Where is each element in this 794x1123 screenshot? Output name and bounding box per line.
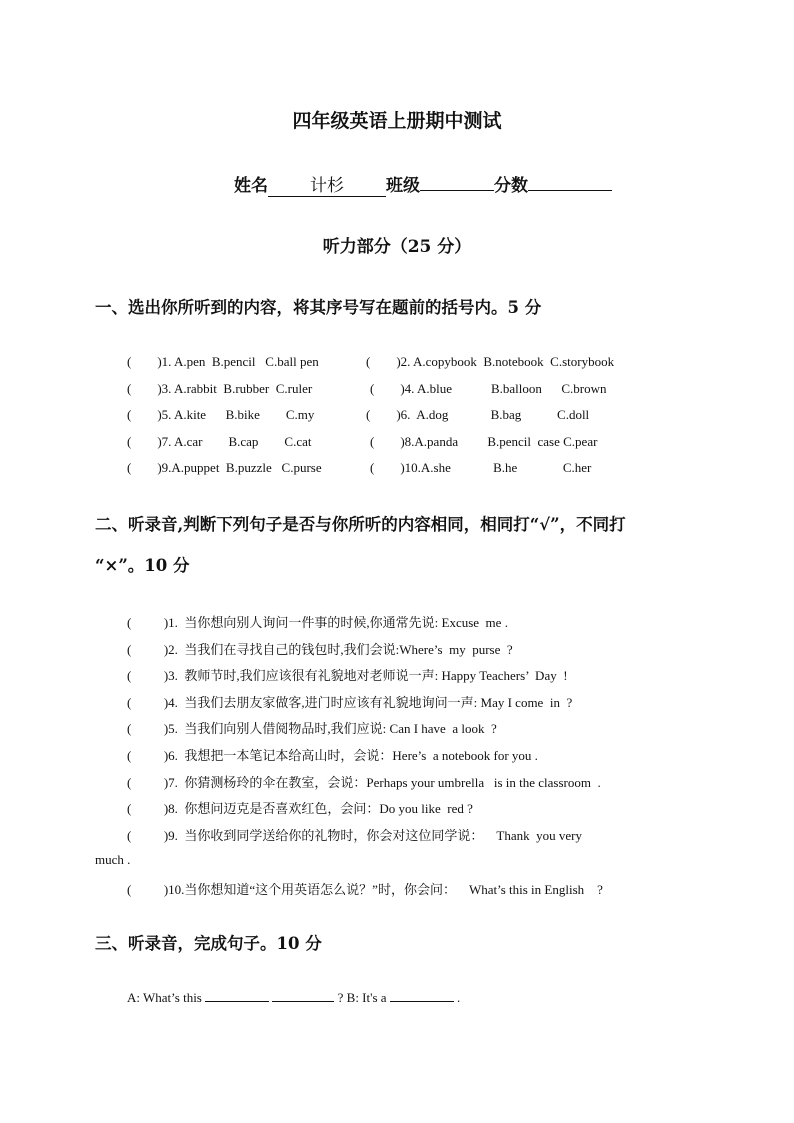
score-label: 分数 (494, 176, 528, 196)
s3-text-1: A: What’s this (127, 990, 206, 1005)
page-title: 四年级英语上册期中测试 (292, 110, 502, 132)
s2-item-9-cont: much . (95, 852, 131, 867)
section1-heading: 一、选出你所听到的内容，将其序号写在题前的括号内。5 分 (95, 298, 542, 317)
s3-text-3: . (453, 990, 461, 1005)
s1-q1-left: ( )1. A.pen B.pencil C.ball pen (127, 354, 319, 369)
s2-item-6: ( )6. 我想把一本笔记本给高山时，会说：Here’s a notebook for you . (127, 748, 538, 763)
s2-item-5: ( )5. 当我们向别人借阅物品时,我们应说: Can I have a look ? (127, 721, 497, 736)
s3-question (127, 989, 460, 1006)
s1-q1-right: ( )2. A.copybook B.notebook C.storybook (366, 354, 615, 369)
s2-item-9: ( )9. 当你收到同学送给你的礼物时，你会对这位同学说： Thank you very (127, 828, 582, 843)
s2-item-8: ( )8. 你想问迈克是否喜欢红色，会问：Do you like red ? (127, 801, 473, 816)
name-field[interactable]: 计杉 (268, 176, 386, 197)
s1-q3-left: ( )5. A.kite B.bike C.my (127, 407, 315, 422)
section2-heading-cont: “×”。10 分 (95, 556, 190, 575)
s1-q4-right: ( )8.A.panda B.pencil case C.pear (370, 434, 598, 449)
s2-item-2: ( )2. 当我们在寻找自己的钱包时,我们会说:Where’s my purse ? (127, 642, 513, 657)
s1-q5-left: ( )9.A.puppet B.puzzle C.purse (127, 460, 322, 475)
s3-blank-1[interactable] (205, 989, 269, 1002)
section3-heading: 三、听录音，完成句子。10 分 (95, 934, 322, 953)
class-field[interactable] (420, 170, 494, 191)
s1-q5-right: ( )10.A.she B.he C.her (370, 460, 592, 475)
s1-q2-right: ( )4. A.blue B.balloon C.brown (370, 381, 607, 396)
listening-part-title: 听力部分（25 分） (322, 237, 472, 257)
section2-heading: 二、听录音,判断下列句子是否与你所听的内容相同，相同打“√”，不同打 (95, 515, 626, 534)
s2-item-7: ( )7. 你猜测杨玲的伞在教室，会说：Perhaps your umbrella is in the classroom . (127, 775, 601, 790)
student-info (234, 170, 612, 197)
s2-item-1: ( )1. 当你想向别人询问一件事的时候,你通常先说: Excuse me . (127, 615, 508, 630)
s2-item-4: ( )4. 当我们去朋友家做客,进门时应该有礼貌地询问一声: May I come in ? (127, 695, 573, 710)
s1-q2-left: ( )3. A.rabbit B.rubber C.ruler (127, 381, 313, 396)
s1-q3-right: ( )6. A.dog B.bag C.doll (366, 407, 590, 422)
s2-item-3: ( )3. 教师节时,我们应该很有礼貌地对老师说一声: Happy Teachers’ Day ! (127, 668, 568, 683)
score-field[interactable] (528, 170, 612, 191)
s2-item-10: ( )10.当你想知道“这个用英语怎么说？”时，你会问： What’s this in English ? (127, 882, 603, 897)
name-label: 姓名 (234, 176, 268, 196)
class-label: 班级 (386, 176, 420, 196)
s3-text-2: ? B: It's a (334, 990, 390, 1005)
s3-blank-3[interactable] (390, 989, 454, 1002)
s1-q4-left: ( )7. A.car B.cap C.cat (127, 434, 312, 449)
s3-blank-2[interactable] (272, 989, 334, 1002)
